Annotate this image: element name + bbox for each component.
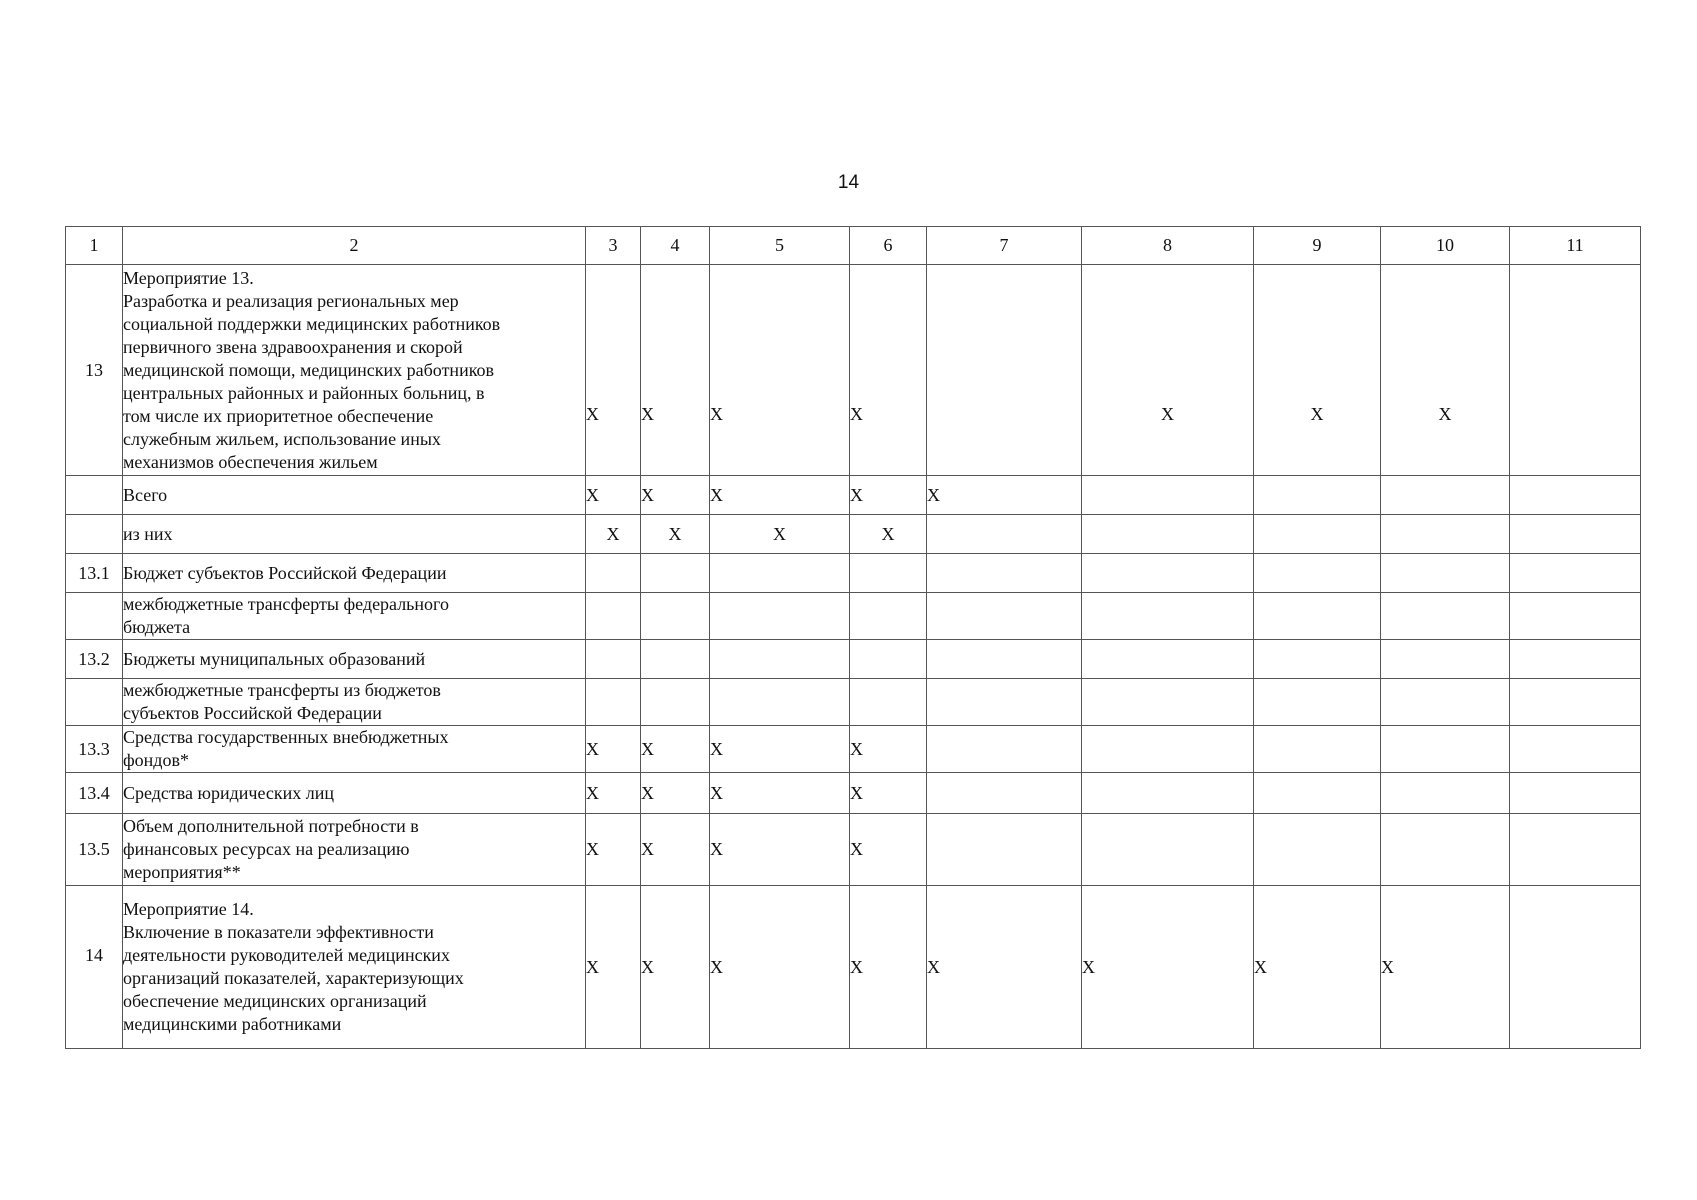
row-number bbox=[66, 515, 123, 554]
table-row-measure-14 bbox=[66, 886, 1641, 1049]
empty-cell bbox=[1381, 679, 1510, 726]
empty-cell bbox=[710, 554, 850, 593]
cell-mark: X bbox=[710, 265, 850, 476]
row-number: 13.3 bbox=[66, 726, 123, 773]
empty-cell bbox=[641, 640, 710, 679]
cell-mark bbox=[1381, 814, 1510, 886]
empty-cell bbox=[927, 679, 1082, 726]
cell-mark: X bbox=[586, 515, 641, 554]
cell-mark bbox=[1510, 265, 1641, 476]
empty-cell bbox=[1254, 593, 1381, 640]
row-text: Всего bbox=[123, 476, 586, 515]
cell-mark: X bbox=[850, 773, 927, 814]
empty-cell bbox=[1510, 679, 1641, 726]
row-number: 13.1 bbox=[66, 554, 123, 593]
cell-mark: X bbox=[1381, 886, 1510, 1049]
row-number bbox=[66, 679, 123, 726]
cell-mark: X bbox=[1082, 265, 1254, 476]
column-header: 1 bbox=[66, 227, 123, 265]
empty-cell bbox=[1381, 640, 1510, 679]
empty-cell bbox=[1510, 593, 1641, 640]
empty-cell bbox=[1381, 554, 1510, 593]
empty-cell bbox=[1082, 640, 1254, 679]
column-header: 10 bbox=[1381, 227, 1510, 265]
empty-cell bbox=[1510, 640, 1641, 679]
cell-mark bbox=[1510, 515, 1641, 554]
cell-mark: X bbox=[1381, 265, 1510, 476]
cell-mark: X bbox=[850, 886, 927, 1049]
cell-mark: X bbox=[850, 515, 927, 554]
cell-mark bbox=[1082, 515, 1254, 554]
cell-mark: X bbox=[1082, 886, 1254, 1049]
table-row-13-2-transfers bbox=[66, 679, 1641, 726]
cell-mark bbox=[1510, 476, 1641, 515]
empty-cell bbox=[710, 679, 850, 726]
cell-mark: X bbox=[927, 476, 1082, 515]
cell-mark bbox=[927, 773, 1082, 814]
row-text: Средства юридических лиц bbox=[123, 773, 586, 814]
empty-cell bbox=[586, 679, 641, 726]
row-text: Мероприятие 13. Разработка и реализация региональных мер социальной поддержки медицинских работников первичного звена здравоохранения и скорой медицинской помощи, медицинских работников центральных районных и районных больниц, в том числе их приоритетное обеспечение служебным жильем, использование иных механизмов обеспечения жильем bbox=[123, 265, 586, 476]
cell-mark: X bbox=[710, 886, 850, 1049]
cell-mark: X bbox=[641, 773, 710, 814]
cell-mark bbox=[1510, 886, 1641, 1049]
row-number: 13.4 bbox=[66, 773, 123, 814]
table-row-13-1-transfers bbox=[66, 593, 1641, 640]
cell-mark bbox=[1510, 726, 1641, 773]
empty-cell bbox=[1082, 554, 1254, 593]
row-text: Объем дополнительной потребности в финансовых ресурсах на реализацию мероприятия** bbox=[123, 814, 586, 886]
empty-cell bbox=[586, 640, 641, 679]
measures-table bbox=[65, 226, 1641, 1049]
table-row-of-them bbox=[66, 515, 1641, 554]
empty-cell bbox=[850, 593, 927, 640]
cell-mark: X bbox=[641, 515, 710, 554]
column-header: 7 bbox=[927, 227, 1082, 265]
cell-mark: X bbox=[641, 726, 710, 773]
cell-mark: X bbox=[586, 726, 641, 773]
cell-mark: X bbox=[586, 476, 641, 515]
table-row-13-1 bbox=[66, 554, 1641, 593]
cell-mark bbox=[1082, 476, 1254, 515]
cell-mark bbox=[1254, 476, 1381, 515]
column-header: 3 bbox=[586, 227, 641, 265]
table-row-measure-13 bbox=[66, 265, 1641, 476]
empty-cell bbox=[586, 554, 641, 593]
row-number: 14 bbox=[66, 886, 123, 1049]
column-header: 6 bbox=[850, 227, 927, 265]
row-text: межбюджетные трансферты из бюджетов субъектов Российской Федерации bbox=[123, 679, 586, 726]
cell-mark bbox=[1381, 476, 1510, 515]
empty-cell bbox=[850, 554, 927, 593]
empty-cell bbox=[850, 679, 927, 726]
empty-cell bbox=[1082, 679, 1254, 726]
cell-mark bbox=[1381, 515, 1510, 554]
cell-mark: X bbox=[927, 886, 1082, 1049]
empty-cell bbox=[1254, 554, 1381, 593]
cell-mark: X bbox=[641, 265, 710, 476]
empty-cell bbox=[1381, 593, 1510, 640]
column-header: 11 bbox=[1510, 227, 1641, 265]
empty-cell bbox=[927, 640, 1082, 679]
empty-cell bbox=[641, 593, 710, 640]
empty-cell bbox=[710, 593, 850, 640]
row-number bbox=[66, 476, 123, 515]
empty-cell bbox=[641, 554, 710, 593]
row-text: из них bbox=[123, 515, 586, 554]
row-text: Бюджет субъектов Российской Федерации bbox=[123, 554, 586, 593]
cell-mark bbox=[927, 515, 1082, 554]
cell-mark: X bbox=[1254, 886, 1381, 1049]
cell-mark: X bbox=[1254, 265, 1381, 476]
cell-mark bbox=[1254, 515, 1381, 554]
column-header: 8 bbox=[1082, 227, 1254, 265]
table-row-total bbox=[66, 476, 1641, 515]
column-number-row bbox=[66, 227, 1641, 265]
cell-mark: X bbox=[850, 814, 927, 886]
cell-mark bbox=[927, 265, 1082, 476]
cell-mark bbox=[1254, 814, 1381, 886]
cell-mark: X bbox=[586, 814, 641, 886]
row-number: 13 bbox=[66, 265, 123, 476]
column-header: 9 bbox=[1254, 227, 1381, 265]
cell-mark: X bbox=[850, 726, 927, 773]
cell-mark bbox=[1254, 773, 1381, 814]
cell-mark: X bbox=[710, 476, 850, 515]
cell-mark bbox=[927, 726, 1082, 773]
cell-mark bbox=[1082, 726, 1254, 773]
empty-cell bbox=[927, 554, 1082, 593]
table-row-13-3 bbox=[66, 726, 1641, 773]
row-number: 13.2 bbox=[66, 640, 123, 679]
page-number: 14 bbox=[837, 172, 860, 193]
cell-mark: X bbox=[850, 265, 927, 476]
cell-mark: X bbox=[710, 515, 850, 554]
cell-mark bbox=[1082, 773, 1254, 814]
cell-mark bbox=[1381, 773, 1510, 814]
empty-cell bbox=[1510, 554, 1641, 593]
empty-cell bbox=[1254, 679, 1381, 726]
table-row-13-2 bbox=[66, 640, 1641, 679]
cell-mark: X bbox=[586, 886, 641, 1049]
empty-cell bbox=[850, 640, 927, 679]
column-header: 2 bbox=[123, 227, 586, 265]
empty-cell bbox=[586, 593, 641, 640]
cell-mark bbox=[1254, 726, 1381, 773]
cell-mark: X bbox=[710, 814, 850, 886]
row-text: Средства государственных внебюджетных фондов* bbox=[123, 726, 586, 773]
row-text: межбюджетные трансферты федерального бюджета bbox=[123, 593, 586, 640]
cell-mark bbox=[1381, 726, 1510, 773]
cell-mark: X bbox=[641, 814, 710, 886]
table-row-13-5 bbox=[66, 814, 1641, 886]
row-text: Мероприятие 14. Включение в показатели эффективности деятельности руководителей медицинских организаций показателей, характеризующих обеспечение медицинских организаций медицинскими работниками bbox=[123, 886, 586, 1049]
cell-mark bbox=[1510, 773, 1641, 814]
cell-mark bbox=[1510, 814, 1641, 886]
row-number: 13.5 bbox=[66, 814, 123, 886]
cell-mark: X bbox=[641, 886, 710, 1049]
row-text: Бюджеты муниципальных образований bbox=[123, 640, 586, 679]
empty-cell bbox=[1082, 593, 1254, 640]
table-row-13-4 bbox=[66, 773, 1641, 814]
cell-mark: X bbox=[850, 476, 927, 515]
cell-mark: X bbox=[710, 726, 850, 773]
cell-mark bbox=[1082, 814, 1254, 886]
column-header: 4 bbox=[641, 227, 710, 265]
empty-cell bbox=[710, 640, 850, 679]
row-number bbox=[66, 593, 123, 640]
cell-mark: X bbox=[641, 476, 710, 515]
column-header: 5 bbox=[710, 227, 850, 265]
empty-cell bbox=[1254, 640, 1381, 679]
cell-mark bbox=[927, 814, 1082, 886]
cell-mark: X bbox=[586, 773, 641, 814]
empty-cell bbox=[927, 593, 1082, 640]
cell-mark: X bbox=[710, 773, 850, 814]
cell-mark: X bbox=[586, 265, 641, 476]
empty-cell bbox=[641, 679, 710, 726]
